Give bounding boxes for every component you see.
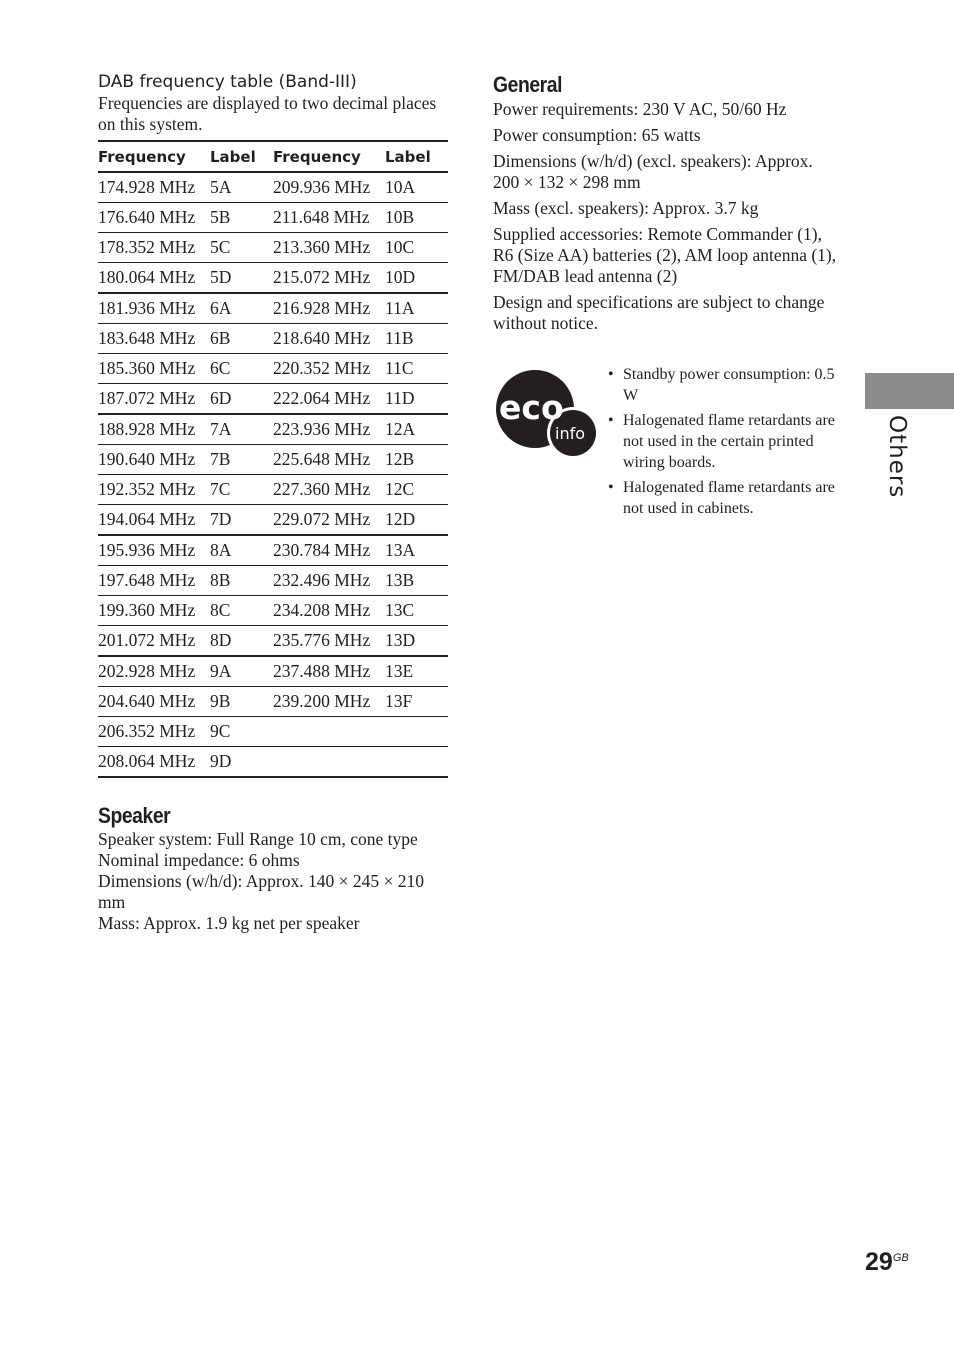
table-header-row <box>98 141 448 172</box>
cell-frequency: 190.640 MHz <box>98 445 210 475</box>
speaker-line: Speaker system: Full Range 10 cm, cone type <box>98 829 418 849</box>
cell-frequency: 211.648 MHz <box>273 203 385 233</box>
cell-label: 7A <box>210 414 273 445</box>
dab-table-body <box>98 172 448 777</box>
cell-frequency: 232.496 MHz <box>273 566 385 596</box>
eco-logo-sub: info <box>555 424 586 443</box>
cell-frequency: 220.352 MHz <box>273 354 385 384</box>
cell-label: 6D <box>210 384 273 415</box>
table-row <box>98 263 448 294</box>
eco-bullet-text: Halogenated flame retardants are not used in the certain printed wiring boards. <box>623 412 835 471</box>
cell-frequency: 188.928 MHz <box>98 414 210 445</box>
eco-info-logo-icon <box>493 367 601 459</box>
cell-label: 13B <box>385 566 448 596</box>
table-row <box>98 445 448 475</box>
cell-frequency: 230.784 MHz <box>273 535 385 566</box>
speaker-line: Nominal impedance: 6 ohms <box>98 850 300 870</box>
cell-frequency: 194.064 MHz <box>98 505 210 536</box>
cell-frequency: 199.360 MHz <box>98 596 210 626</box>
bullet-icon: • <box>608 479 614 496</box>
cell-frequency: 183.648 MHz <box>98 324 210 354</box>
cell-label: 11D <box>385 384 448 415</box>
cell-frequency: 178.352 MHz <box>98 233 210 263</box>
cell-label: 11A <box>385 293 448 324</box>
cell-frequency: 202.928 MHz <box>98 656 210 687</box>
bullet-icon: • <box>608 412 614 429</box>
general-item: Power consumption: 65 watts <box>493 125 701 145</box>
cell-label <box>385 747 448 778</box>
cell-label: 7C <box>210 475 273 505</box>
cell-label <box>385 717 448 747</box>
cell-frequency: 174.928 MHz <box>98 172 210 203</box>
table-row <box>98 505 448 536</box>
cell-label: 13C <box>385 596 448 626</box>
general-item: Power requirements: 230 V AC, 50/60 Hz <box>493 99 787 119</box>
cell-label: 12D <box>385 505 448 536</box>
cell-label: 10B <box>385 203 448 233</box>
cell-label: 13E <box>385 656 448 687</box>
table-row <box>98 233 448 263</box>
cell-label: 12B <box>385 445 448 475</box>
bullet-icon: • <box>608 366 614 383</box>
page-number-suffix: GB <box>892 1252 909 1264</box>
table-row <box>98 656 448 687</box>
speaker-heading: Speaker <box>98 803 171 828</box>
cell-label: 6C <box>210 354 273 384</box>
table-row <box>98 203 448 233</box>
cell-frequency: 195.936 MHz <box>98 535 210 566</box>
eco-bullet-item <box>606 364 846 406</box>
cell-frequency: 201.072 MHz <box>98 626 210 657</box>
speaker-section <box>98 803 448 934</box>
general-item: Dimensions (w/h/d) (excl. speakers): Approx. 200 × 132 × 298 mm <box>493 151 813 192</box>
cell-frequency: 229.072 MHz <box>273 505 385 536</box>
cell-frequency <box>273 747 385 778</box>
cell-frequency: 192.352 MHz <box>98 475 210 505</box>
cell-label: 5A <box>210 172 273 203</box>
dab-table-title: DAB frequency table (Band-III) <box>98 72 357 92</box>
page-number <box>865 1248 909 1277</box>
cell-frequency: 180.064 MHz <box>98 263 210 294</box>
cell-label: 8B <box>210 566 273 596</box>
cell-label: 9A <box>210 656 273 687</box>
cell-label: 11B <box>385 324 448 354</box>
cell-frequency: 237.488 MHz <box>273 656 385 687</box>
cell-frequency: 218.640 MHz <box>273 324 385 354</box>
cell-label: 5B <box>210 203 273 233</box>
eco-bullet-list <box>606 364 846 523</box>
section-tab-marker <box>865 373 954 409</box>
cell-label: 13D <box>385 626 448 657</box>
cell-label: 9B <box>210 687 273 717</box>
general-item: Design and specifications are subject to change without notice. <box>493 292 825 333</box>
cell-frequency: 204.640 MHz <box>98 687 210 717</box>
header-label-1: Label <box>210 141 273 172</box>
cell-label: 12C <box>385 475 448 505</box>
header-frequency-2: Frequency <box>273 141 385 172</box>
table-row <box>98 566 448 596</box>
cell-label: 8D <box>210 626 273 657</box>
page-number-value: 29 <box>865 1248 893 1276</box>
dab-table-note: Frequencies are displayed to two decimal places on this system. <box>98 93 437 134</box>
table-row <box>98 384 448 415</box>
right-column <box>493 72 843 534</box>
table-row <box>98 475 448 505</box>
table-row <box>98 354 448 384</box>
cell-label: 5C <box>210 233 273 263</box>
cell-label: 12A <box>385 414 448 445</box>
header-label-2: Label <box>385 141 448 172</box>
cell-frequency: 216.928 MHz <box>273 293 385 324</box>
cell-frequency: 213.360 MHz <box>273 233 385 263</box>
eco-info-block <box>493 364 843 534</box>
eco-bullet-item <box>606 410 846 473</box>
cell-frequency: 185.360 MHz <box>98 354 210 384</box>
cell-label: 9D <box>210 747 273 778</box>
cell-label: 8C <box>210 596 273 626</box>
cell-frequency: 187.072 MHz <box>98 384 210 415</box>
general-section <box>493 72 843 334</box>
eco-logo-word: eco <box>499 388 564 427</box>
eco-bullet-text: Halogenated flame retardants are not used in cabinets. <box>623 479 835 517</box>
table-row <box>98 172 448 203</box>
cell-frequency: 197.648 MHz <box>98 566 210 596</box>
cell-label: 6A <box>210 293 273 324</box>
cell-frequency: 222.064 MHz <box>273 384 385 415</box>
cell-frequency: 208.064 MHz <box>98 747 210 778</box>
general-heading: General <box>493 72 563 97</box>
speaker-line: Dimensions (w/h/d): Approx. 140 × 245 × 210 mm <box>98 871 424 912</box>
table-row <box>98 596 448 626</box>
table-row <box>98 747 448 778</box>
cell-frequency: 234.208 MHz <box>273 596 385 626</box>
cell-frequency: 206.352 MHz <box>98 717 210 747</box>
cell-frequency: 223.936 MHz <box>273 414 385 445</box>
cell-label: 11C <box>385 354 448 384</box>
cell-label: 6B <box>210 324 273 354</box>
left-column <box>98 72 448 934</box>
table-row <box>98 626 448 657</box>
section-tab-label: Others <box>884 415 910 499</box>
cell-frequency: 181.936 MHz <box>98 293 210 324</box>
speaker-line: Mass: Approx. 1.9 kg net per speaker <box>98 913 360 933</box>
table-row <box>98 293 448 324</box>
cell-label: 10A <box>385 172 448 203</box>
general-item: Mass (excl. speakers): Approx. 3.7 kg <box>493 198 759 218</box>
cell-label: 5D <box>210 263 273 294</box>
table-row <box>98 687 448 717</box>
cell-label: 7B <box>210 445 273 475</box>
cell-label: 9C <box>210 717 273 747</box>
cell-label: 7D <box>210 505 273 536</box>
cell-frequency: 225.648 MHz <box>273 445 385 475</box>
cell-frequency: 209.936 MHz <box>273 172 385 203</box>
cell-label: 8A <box>210 535 273 566</box>
cell-label: 10D <box>385 263 448 294</box>
table-row <box>98 717 448 747</box>
general-item: Supplied accessories: Remote Commander (1), R6 (Size AA) batteries (2), AM loop antenna (1), FM/DAB lead antenna (2) <box>493 224 837 286</box>
cell-frequency: 215.072 MHz <box>273 263 385 294</box>
table-row <box>98 414 448 445</box>
eco-bullet-text: Standby power consumption: 0.5 W <box>623 366 835 404</box>
table-row <box>98 535 448 566</box>
dab-frequency-table <box>98 140 448 778</box>
cell-label: 13A <box>385 535 448 566</box>
table-row <box>98 324 448 354</box>
header-frequency-1: Frequency <box>98 141 210 172</box>
cell-frequency: 239.200 MHz <box>273 687 385 717</box>
cell-frequency <box>273 717 385 747</box>
cell-frequency: 176.640 MHz <box>98 203 210 233</box>
cell-label: 10C <box>385 233 448 263</box>
cell-frequency: 235.776 MHz <box>273 626 385 657</box>
cell-frequency: 227.360 MHz <box>273 475 385 505</box>
eco-bullet-item <box>606 477 846 519</box>
cell-label: 13F <box>385 687 448 717</box>
